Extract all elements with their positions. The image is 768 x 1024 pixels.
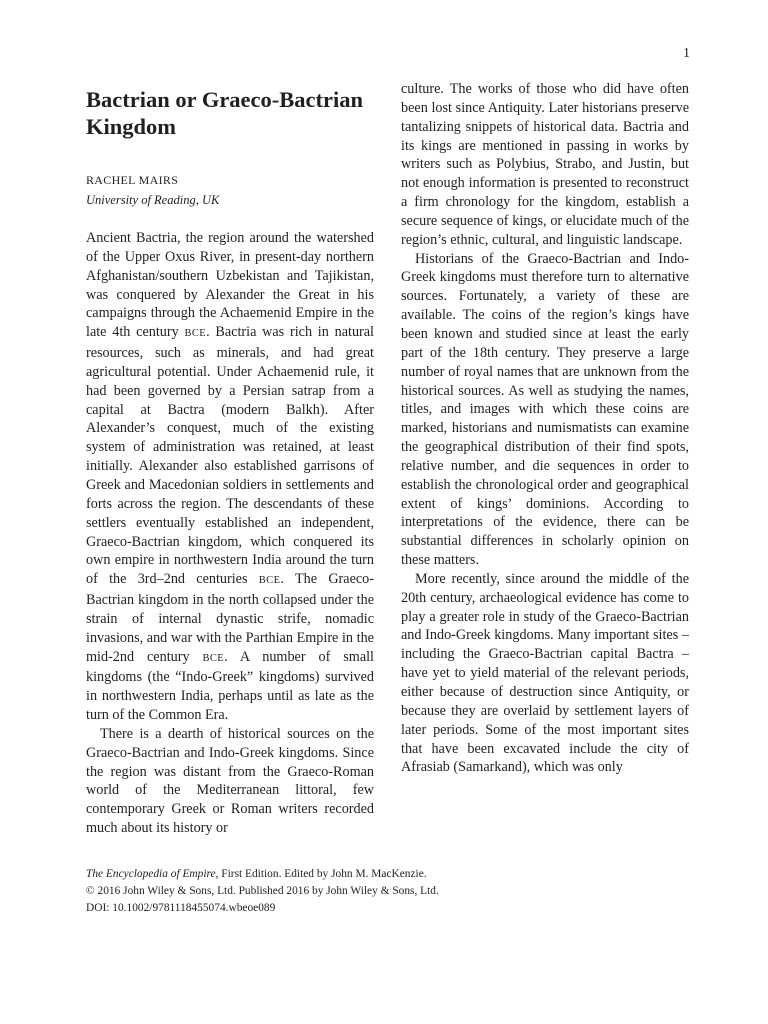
citation-footer xyxy=(86,866,439,917)
paragraph-1-text-3: . The Graeco-Bactrian kingdom in the north collapsed under the strain of internal dynastic strife, nomadic invasions, and war with the Parthian Empire in the mid-2nd century xyxy=(86,571,374,665)
paragraph-2: There is a dearth of historical sources on the Graeco-Bactrian and Indo-Greek kingdoms. Since the region was distant from the Graeco-Roman world of the Mediterranean littoral, few contemporary Greek or Roman writers recorded much about its history or xyxy=(86,725,374,837)
page-number: 1 xyxy=(683,46,690,61)
footer-edition-text: , First Edition. Edited by John M. MacKenzie. xyxy=(215,868,427,880)
paragraph-1-text-2: . Bactria was rich in natural resources, such as minerals, and had great agricultural potential. Under Achaemenid rule, it had been governed by a Persian satrap from a capital at Bactra (modern Balkh). After Alexander’s conquest, much of the existing system of administration was retained, at least initially. Alexander also established garrisons of Greek and Macedonian soldiers in settlements and forts across the region. The descendants of these settlers eventually established an independent, Graeco-Bactrian kingdom, which conquered its own empire in northwestern India around the turn of the 3rd–2nd centuries xyxy=(86,324,374,588)
paragraph-1 xyxy=(86,229,374,725)
article-title: Bactrian or Graeco-Bactrian Kingdom xyxy=(86,87,364,139)
footer-doi: DOI: 10.1002/9781118455074.wbeoe089 xyxy=(86,902,276,914)
paragraph-4: More recently, since around the middle of the 20th century, archaeological evidence has come to play a greater role in study of the Graeco-Bactrian and Indo-Greek kingdoms. Many important sites – including the Graeco-Bactrian capital Bactra – have yet to yield material of the relevant periods, either because of destruction since Antiquity, or because they are overlaid by settlement layers of later periods. Some of the most important sites that have been excavated include the city of Afrasiab (Samarkand), which was only xyxy=(401,570,689,776)
era-abbrev-1: BCE xyxy=(184,328,207,340)
footer-copyright: © 2016 John Wiley & Sons, Ltd. Published 2016 by John Wiley & Sons, Ltd. xyxy=(86,885,439,897)
paragraph-2-continued: culture. The works of those who did have often been lost since Antiquity. Later historians preserve tantalizing snippets of historical data. Bactria and its kings are mentioned in passing in works by writers such as Polybius, Strabo, and Justin, but not enough information is presented to reconstruct a firm chronology for the kingdom, establish a secure sequence of kings, or elucidate much of the region’s ethnic, cultural, and linguistic landscape. xyxy=(401,81,689,248)
author-affiliation: University of Reading, UK xyxy=(86,193,220,207)
era-abbrev-3: BCE xyxy=(202,652,225,664)
paragraph-3: Historians of the Graeco-Bactrian and Indo-Greek kingdoms must therefore turn to alternative sources. Fortunately, a variety of these are available. The coins of the region’s kings have been known and studied since at least the early part of the 18th century. They preserve a large number of royal names that are unknown from the historical sources. As well as studying the names, titles, and images with which these coins are marked, historians and numismatists can examine the geographical distribution of their find spots, relative number, and die sequences in order to establish the chronological order and geographical extent of kings’ dominions. According to interpretations of the evidence, there can be substantial differences in scholarly opinion on these matters. xyxy=(401,250,689,569)
footer-book-title: The Encyclopedia of Empire xyxy=(86,868,216,880)
paragraph-1-text-1: Ancient Bactria, the region around the watershed of the Upper Oxus River, in present-day northern Afghanistan/southern Uzbekistan and Tajikistan, was conquered by Alexander the Great in his campaigns through the Achaemenid Empire in the late 4th century xyxy=(86,230,374,341)
paragraph-1-text-4: . A number of small kingdoms (the “Indo-Greek” kingdoms) survived in northwestern India, perhaps until as late as the turn of the Common Era. xyxy=(86,648,374,724)
left-column xyxy=(86,86,374,838)
era-abbrev-2: BCE xyxy=(258,575,281,587)
author-name: RACHEL MAIRS xyxy=(86,173,179,187)
footer-edition-line xyxy=(86,866,439,883)
right-column xyxy=(401,80,689,777)
left-body-text xyxy=(86,229,374,838)
